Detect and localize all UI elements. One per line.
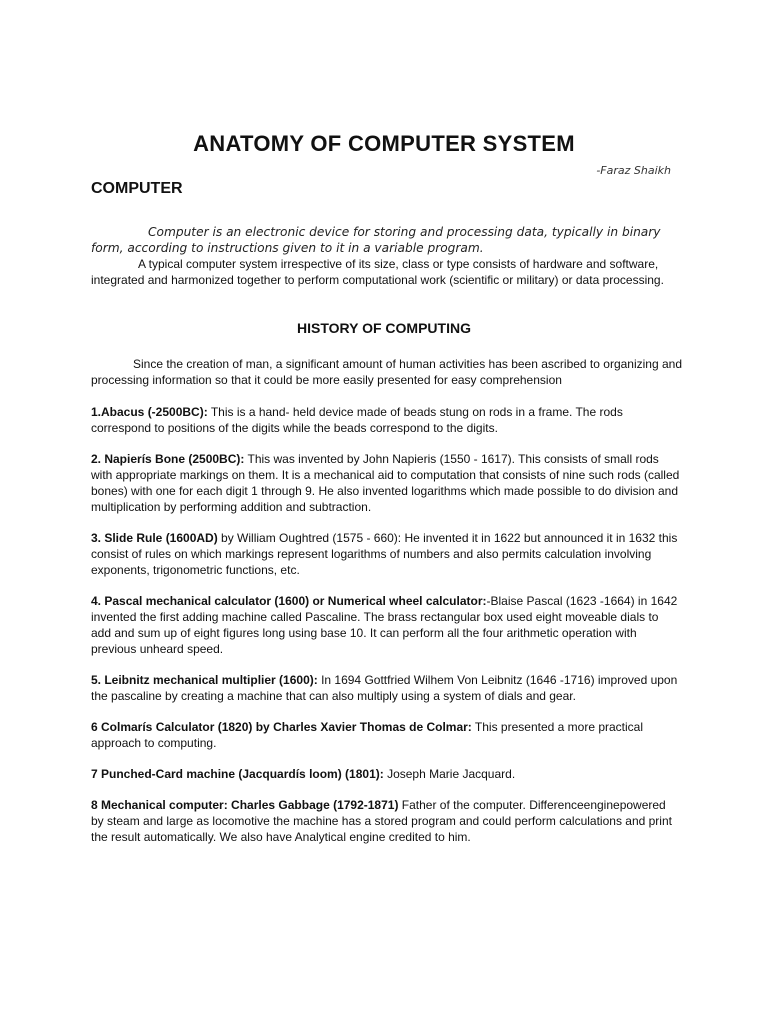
history-item-slide-rule — [91, 530, 681, 578]
history-item-leibnitz-multiplier — [91, 672, 681, 704]
history-item-abacus — [91, 404, 681, 436]
item-text: This presented a more practical approach to computing. — [91, 720, 644, 750]
item-title: 7 Punched-Card machine (Jacquardís loom) (1801): — [91, 767, 384, 781]
section-heading-computer: COMPUTER — [91, 180, 183, 197]
definition-text: electronic device for storing and processing data, typically in binary form, according to instructions given to it in a variable program. — [91, 225, 661, 255]
history-heading: HISTORY OF COMPUTING — [297, 320, 471, 336]
history-list — [91, 404, 681, 860]
history-item-colmar-calculator — [91, 719, 681, 751]
item-title: 2. Napierís Bone (2500BC): — [91, 452, 245, 466]
item-title: 5. Leibnitz mechanical multiplier (1600): — [91, 673, 318, 687]
history-item-pascal-calculator — [91, 593, 681, 657]
item-title: 6 Colmarís Calculator (1820) by Charles Xavier Thomas de Colmar: — [91, 720, 472, 734]
item-title: 4. Pascal mechanical calculator (1600) or Numerical wheel calculator: — [91, 594, 487, 608]
item-text: -Blaise Pascal (1623 -1664) in 1642 invented the first adding machine called Pascaline. The brass rectangular box used eight moveable dials to add and sum up of eight figures long using base 10. It can perform all the four arithmetic operation with previous unheard speed. — [91, 594, 678, 656]
history-item-punched-card — [91, 766, 681, 782]
history-item-napiers-bone — [91, 451, 681, 515]
history-intro-paragraph: Since the creation of man, a significant amount of human activities has been ascribed to organizing and processing information so that it could be more easily presented for easy comprehension — [91, 357, 682, 387]
item-text: by William Oughtred (1575 - 660): He invented it in 1622 but announced it in 1632 this consist of rules on which markings represent logarithms of numbers and also permits calculation involving exponents, trigonometric functions, etc. — [91, 531, 678, 577]
author-name: -Faraz Shaikh — [596, 164, 671, 177]
item-title: 3. Slide Rule (1600AD) — [91, 531, 218, 545]
item-text: This is a hand- held device made of beads stung on rods in a frame. The rods correspond to positions of the digits while the beads correspond to the digits. — [91, 405, 623, 435]
document-title: ANATOMY OF COMPUTER SYSTEM — [193, 131, 575, 156]
history-item-mechanical-computer — [91, 797, 681, 845]
typical-system-paragraph: A typical computer system irrespective of its size, class or type consists of hardware and software, integrated and harmonized together to perform computational work (scientific or military) or data processing. — [91, 257, 664, 287]
item-title: 1.Abacus (-2500BC): — [91, 405, 208, 419]
item-text: Joseph Marie Jacquard. — [383, 767, 516, 781]
item-text: In 1694 Gottfried Wilhem Von Leibnitz (1646 -1716) improved upon the pascaline by creating a machine that can also multiply using a system of dials and gear. — [91, 673, 678, 703]
item-text: Father of the computer. Differenceenginepowered by steam and large as locomotive the machine has a stored program and could perform calculations and print the result automatically. We also have Analytical engine credited to him. — [91, 798, 672, 844]
computer-definition — [91, 224, 681, 256]
item-title: 8 Mechanical computer: Charles Gabbage (1792-1871) — [91, 798, 399, 812]
item-text: This was invented by John Napieris (1550 - 1617). This consists of small rods with appropriate markings on them. It is a mechanical aid to computation that consists of nine such rods (called bones) with one for each digit 1 through 9. He also invented logarithms which made possible to do division and multiplication by performing addition and subtraction. — [91, 452, 680, 514]
definition-lead: Computer is an — [148, 225, 242, 239]
